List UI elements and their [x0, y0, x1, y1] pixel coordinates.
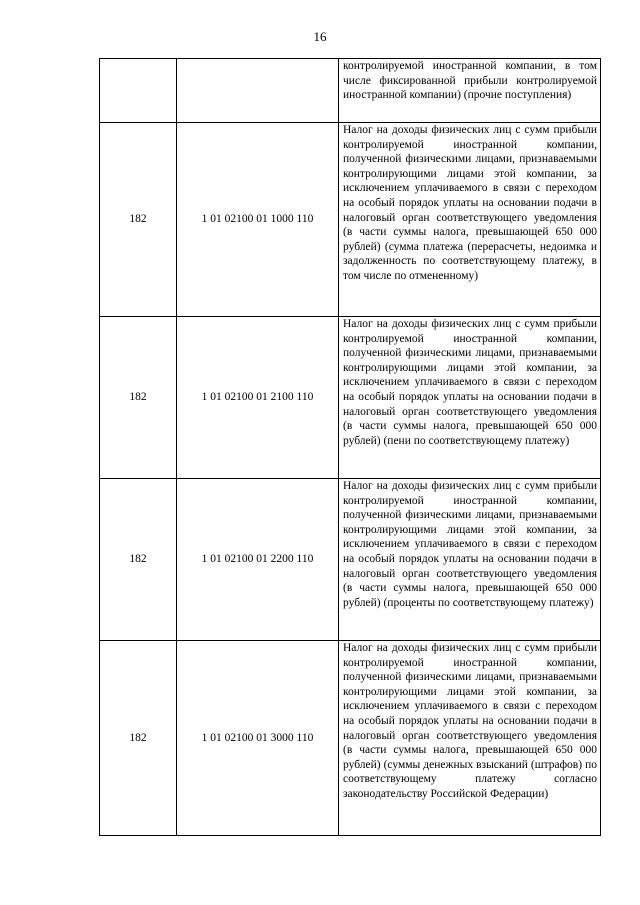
table-row	[100, 479, 601, 641]
table-row	[100, 123, 601, 317]
agency-code-cell: 182	[100, 123, 177, 317]
description-text: Налог на доходы физических лиц с сумм прибыли контролируемой иностранной компании, полученной физическими лицами, признаваемыми контролирующими лицами этой компании, за исключением уплачиваемого в связи с переходом на особый порядок уплаты на основании подачи в налоговый орган соответствующего уведомления (в части суммы налога, превышающей 650 000 рублей) (проценты по соответствующему платежу)	[343, 480, 597, 609]
budget-code-cell: 1 01 02100 01 2100 110	[177, 317, 339, 479]
budget-code-cell	[177, 59, 339, 123]
page-number: 16	[313, 29, 327, 44]
description-cell	[339, 641, 601, 836]
agency-code-cell: 182	[100, 317, 177, 479]
description-text: Налог на доходы физических лиц с сумм прибыли контролируемой иностранной компании, полученной физическими лицами, признаваемыми контролирующими лицами этой компании, за исключением уплачиваемого в связи с переходом на особый порядок уплаты на основании подачи в налоговый орган соответствующего уведомления (в части суммы налога, превышающей 650 000 рублей) (суммы денежных взысканий (штрафов) по соответствующему платежу согласно законодательству Российской Федерации)	[343, 642, 597, 800]
description-cell	[339, 317, 601, 479]
budget-code-cell: 1 01 02100 01 3000 110	[177, 641, 339, 836]
description-text: Налог на доходы физических лиц с сумм прибыли контролируемой иностранной компании, полученной физическими лицами, признаваемыми контролирующими лицами этой компании, за исключением уплачиваемого в связи с переходом на особый порядок уплаты на основании подачи в налоговый орган соответствующего уведомления (в части суммы налога, превышающей 650 000 рублей) (сумма платежа (перерасчеты, недоимка и задолженность по соответствующему платежу, в том числе по отмененному)	[343, 124, 597, 282]
budget-code-table	[99, 58, 601, 836]
description-cell	[339, 59, 601, 123]
table-row	[100, 641, 601, 836]
agency-code-cell	[100, 59, 177, 123]
description-cell	[339, 479, 601, 641]
budget-code-cell: 1 01 02100 01 1000 110	[177, 123, 339, 317]
table-row	[100, 59, 601, 123]
description-text: контролируемой иностранной компании, в том числе фиксированной прибыли контролируемой иностранной компании) (прочие поступления)	[343, 60, 597, 102]
table-row	[100, 317, 601, 479]
agency-code-cell: 182	[100, 479, 177, 641]
description-text: Налог на доходы физических лиц с сумм прибыли контролируемой иностранной компании, полученной физическими лицами, признаваемыми контролирующими лицами этой компании, за исключением уплачиваемого в связи с переходом на особый порядок уплаты на основании подачи в налоговый орган соответствующего уведомления (в части суммы налога, превышающей 650 000 рублей) (пени по соответствующему платежу)	[343, 318, 597, 447]
description-cell	[339, 123, 601, 317]
budget-code-cell: 1 01 02100 01 2200 110	[177, 479, 339, 641]
agency-code-cell: 182	[100, 641, 177, 836]
